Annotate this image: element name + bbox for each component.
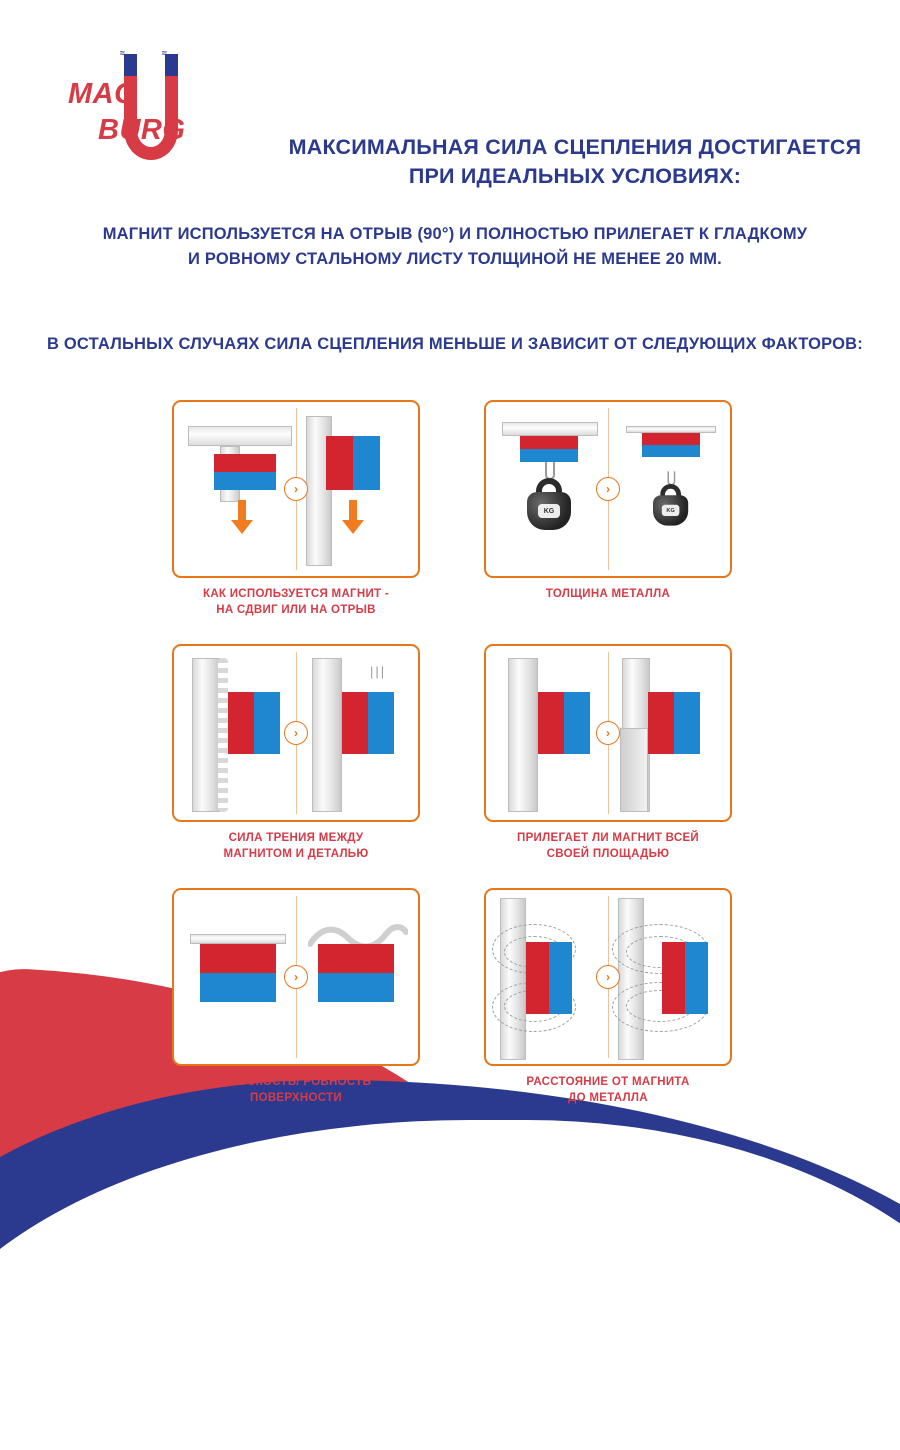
factor-card-friction-force xyxy=(172,644,420,862)
factor-card-caption xyxy=(172,587,420,618)
steel-plate-flat xyxy=(190,934,286,944)
caption-line-1: РАССТОЯНИЕ ОТ МАГНИТА xyxy=(526,1076,690,1089)
magnet-block-left xyxy=(214,454,276,490)
factors-intro-text: В ОСТАЛЬНЫХ СЛУЧАЯХ СИЛА СЦЕПЛЕНИЯ МЕНЬШЕ И ЗАВИСИТ ОТ СЛЕДУЮЩИХ ФАКТОРОВ: xyxy=(47,335,863,353)
factor-card-grid xyxy=(172,400,732,1118)
page-subtitle-line-1: МАГНИТ ИСПОЛЬЗУЕТСЯ НА ОТРЫВ (90°) И ПОЛНОСТЬЮ ПРИЛЕГАЕТ К ГЛАДКОМУ xyxy=(102,225,808,243)
caption-line-2: НА СДВИГ ИЛИ НА ОТРЫВ xyxy=(216,603,376,616)
steel-plate-rough-left xyxy=(192,658,220,812)
caption-line-1: ПЛОСКОСТЬ/ РОВНОСТЬ xyxy=(220,1076,372,1089)
smoothness-marks-icon: ||| xyxy=(370,664,387,680)
spark-icon-left: ≈ xyxy=(120,48,125,58)
kettlebell-heavy xyxy=(527,478,571,530)
caption-line-2: СВОЕЙ ПЛОЩАДЬЮ xyxy=(546,847,670,860)
steel-plate-thick xyxy=(502,422,598,436)
factor-card-metal-thickness xyxy=(484,400,732,618)
page-title-line-1: МАКСИМАЛЬНАЯ СИЛА СЦЕПЛЕНИЯ ДОСТИГАЕТСЯ xyxy=(288,135,862,159)
factor-card-surface-flatness xyxy=(172,888,420,1106)
force-arrow-right-head xyxy=(342,520,364,534)
caption-line-1: СИЛА ТРЕНИЯ МЕЖДУ xyxy=(228,832,364,845)
force-arrow-right-stem xyxy=(349,500,357,522)
kettlebell-weight-label: KG xyxy=(538,504,560,518)
factor-card-illustration xyxy=(172,400,420,578)
chevron-right-icon: › xyxy=(596,965,620,989)
magnet-block-right xyxy=(648,692,700,754)
factor-card-illustration xyxy=(484,644,732,822)
rough-surface-texture xyxy=(218,658,228,812)
kettlebell-weight-label: KG xyxy=(662,505,680,516)
steel-plate-smooth-right xyxy=(312,658,342,812)
force-arrow-left-head xyxy=(231,520,253,534)
factor-card-caption xyxy=(172,831,420,862)
caption-line-2: ДО МЕТАЛЛА xyxy=(568,1091,648,1104)
magnet-block-left xyxy=(228,692,280,754)
factor-card-caption xyxy=(172,1075,420,1106)
steel-plate-left xyxy=(508,658,538,812)
chevron-right-icon: › xyxy=(284,965,308,989)
caption-line-1: КАК ИСПОЛЬЗУЕТСЯ МАГНИТ - xyxy=(203,588,389,600)
factor-card-distance-to-metal xyxy=(484,888,732,1106)
chevron-right-icon: › xyxy=(284,721,308,745)
magnet-block-right xyxy=(642,433,700,457)
factor-card-illustration xyxy=(172,644,420,822)
caption-line-1: ПРИЛЕГАЕТ ЛИ МАГНИТ ВСЕЙ xyxy=(517,832,699,845)
page-title xyxy=(270,133,880,191)
magnet-block-left xyxy=(200,944,276,1002)
factor-card-full-contact-area xyxy=(484,644,732,862)
steel-ledge-partial xyxy=(620,728,648,812)
magnet-block-left xyxy=(526,942,572,1014)
steel-plate-thin xyxy=(626,426,716,433)
magnet-block-right xyxy=(662,942,708,1014)
factor-card-caption xyxy=(484,831,732,862)
chevron-right-icon: › xyxy=(596,477,620,501)
page-subtitle-line-2: И РОВНОМУ СТАЛЬНОМУ ЛИСТУ ТОЛЩИНОЙ НЕ МЕНЕЕ 20 ММ. xyxy=(188,249,722,268)
brand-logo xyxy=(62,48,262,182)
logo-text-burg: BURG xyxy=(98,114,186,146)
factor-card-usage-shear-or-pull xyxy=(172,400,420,618)
magnet-block-left xyxy=(538,692,590,754)
factor-card-caption xyxy=(484,1075,732,1106)
magnet-block-left xyxy=(520,436,578,462)
force-arrow-left-stem xyxy=(238,500,246,522)
steel-plate-horizontal-left xyxy=(188,426,292,446)
logo-text-mag: MAG xyxy=(68,78,138,110)
kettlebell-light xyxy=(653,484,682,519)
factor-card-caption xyxy=(484,587,732,603)
chevron-right-icon: › xyxy=(596,721,620,745)
page-subtitle xyxy=(60,222,850,272)
caption-line-2: ПОВЕРХНОСТИ xyxy=(250,1091,342,1104)
factor-card-illustration xyxy=(484,400,732,578)
magnet-block-right xyxy=(318,944,394,1002)
spark-icon-right: ≈ xyxy=(162,48,167,58)
steel-plate-left xyxy=(500,898,526,1060)
caption-line-2: МАГНИТОМ И ДЕТАЛЬЮ xyxy=(223,847,369,860)
page-title-line-2: ПРИ ИДЕАЛЬНЫХ УСЛОВИЯХ: xyxy=(408,164,742,189)
factor-card-illustration xyxy=(484,888,732,1066)
caption-line-1: ТОЛЩИНА МЕТАЛЛА xyxy=(545,588,671,600)
chevron-right-icon: › xyxy=(284,477,308,501)
magnet-block-right xyxy=(326,436,380,490)
factor-card-illustration xyxy=(172,888,420,1066)
magnet-block-right xyxy=(342,692,394,754)
steel-plate-right xyxy=(618,898,644,1060)
